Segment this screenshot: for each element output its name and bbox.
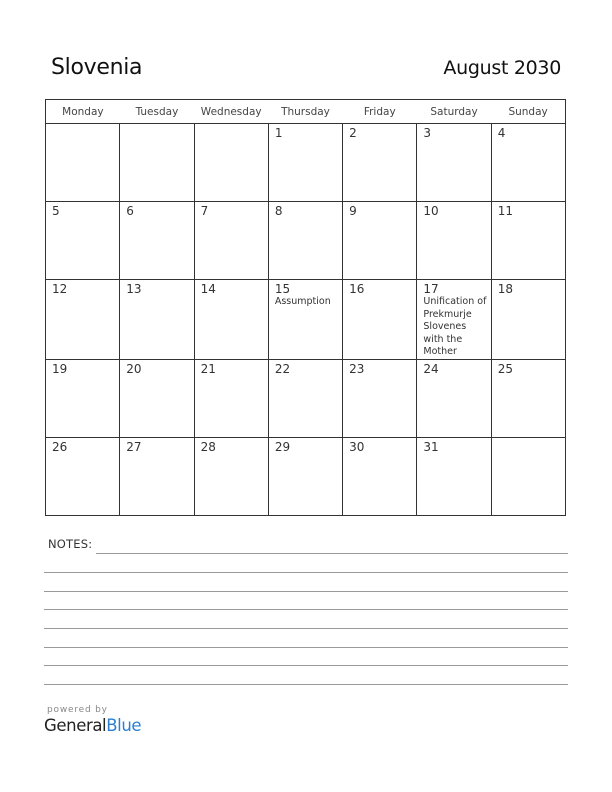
day-number: 20 (126, 361, 142, 376)
weekday-sunday: Sunday (491, 100, 565, 124)
day-number: 24 (423, 361, 439, 376)
day-number: 22 (274, 361, 291, 376)
weekday-wednesday: Wednesday (194, 100, 268, 124)
notes-line (44, 591, 568, 592)
day-cell (343, 202, 417, 280)
weekday-monday: Monday (46, 100, 120, 124)
day-number: 12 (52, 282, 68, 296)
day-number: 11 (497, 204, 513, 218)
day-cell (46, 359, 120, 437)
day-cell (46, 124, 120, 202)
calendar-grid (45, 99, 566, 516)
day-number: 13 (126, 282, 142, 296)
day-number: 8 (274, 204, 283, 218)
day-cell (120, 280, 194, 360)
holiday-label: Unification of Prekmurje Slovenes with the Mother (423, 296, 487, 357)
country-title: Slovenia (51, 55, 143, 80)
notes-line (96, 553, 568, 554)
day-number: 14 (200, 282, 216, 296)
day-cell (268, 359, 342, 437)
weekday-saturday: Saturday (417, 100, 491, 124)
day-cell (194, 280, 268, 360)
weekday-thursday: Thursday (268, 100, 342, 124)
day-cell (120, 124, 194, 202)
week-row (46, 202, 566, 280)
day-cell (120, 202, 194, 280)
day-cell (194, 359, 268, 437)
day-number (492, 438, 565, 440)
day-number: 3 (423, 126, 432, 140)
week-row (46, 124, 566, 202)
day-number: 6 (126, 204, 134, 218)
day-cell (343, 280, 417, 360)
day-cell (417, 437, 491, 515)
generalblue-logo (44, 716, 141, 735)
weekday-friday: Friday (343, 100, 417, 124)
day-cell (491, 359, 565, 437)
day-number: 2 (349, 126, 357, 140)
weekday-tuesday: Tuesday (120, 100, 194, 124)
day-number: 18 (497, 282, 513, 296)
weekday-header-row (46, 100, 566, 124)
day-cell (343, 359, 417, 437)
day-cell (417, 359, 491, 437)
day-cell (194, 202, 268, 280)
day-number: 7 (200, 204, 209, 218)
brand-blue: Blue (106, 716, 142, 735)
day-number: 27 (126, 439, 142, 454)
day-cell (417, 202, 491, 280)
day-cell (120, 359, 194, 437)
day-cell (268, 280, 342, 360)
day-cell (194, 437, 268, 515)
day-cell (343, 437, 417, 515)
day-cell (268, 202, 342, 280)
day-number: 4 (497, 126, 506, 140)
day-number: 30 (349, 439, 365, 454)
day-number: 28 (200, 439, 216, 454)
day-number: 10 (423, 204, 439, 218)
day-number (46, 124, 119, 126)
day-cell (491, 202, 565, 280)
day-number: 15 (274, 282, 291, 296)
brand-general: General (44, 716, 107, 735)
day-number: 1 (274, 126, 283, 140)
day-number: 23 (349, 361, 365, 376)
week-row (46, 280, 566, 360)
day-cell (194, 124, 268, 202)
day-number: 31 (423, 439, 439, 454)
notes-line (44, 609, 568, 610)
day-number: 25 (497, 361, 513, 376)
day-cell (343, 124, 417, 202)
week-row (46, 437, 566, 515)
month-title: August 2030 (443, 57, 561, 79)
notes-label: NOTES: (48, 537, 93, 551)
notes-line (44, 665, 568, 666)
powered-by-text: powered by (47, 705, 108, 715)
day-cell (46, 437, 120, 515)
day-cell (491, 437, 565, 515)
day-number: 5 (52, 204, 60, 218)
day-cell (268, 437, 342, 515)
day-number: 9 (349, 204, 357, 218)
notes-line (44, 572, 568, 573)
day-cell (120, 437, 194, 515)
day-cell (491, 280, 565, 360)
day-number: 17 (423, 282, 439, 296)
holiday-label: Assumption (274, 296, 331, 307)
day-number (120, 124, 193, 126)
day-number: 19 (52, 361, 68, 376)
day-cell (417, 280, 491, 360)
day-cell (417, 124, 491, 202)
day-number: 21 (200, 361, 216, 376)
notes-line (44, 684, 568, 685)
day-cell (46, 280, 120, 360)
week-row (46, 359, 566, 437)
day-number: 29 (274, 439, 291, 454)
day-cell (46, 202, 120, 280)
day-cell (268, 124, 342, 202)
notes-line (44, 628, 568, 629)
notes-line (44, 647, 568, 648)
day-number: 26 (52, 439, 68, 454)
day-cell (491, 124, 565, 202)
day-number: 16 (349, 282, 365, 296)
day-number (195, 124, 268, 126)
